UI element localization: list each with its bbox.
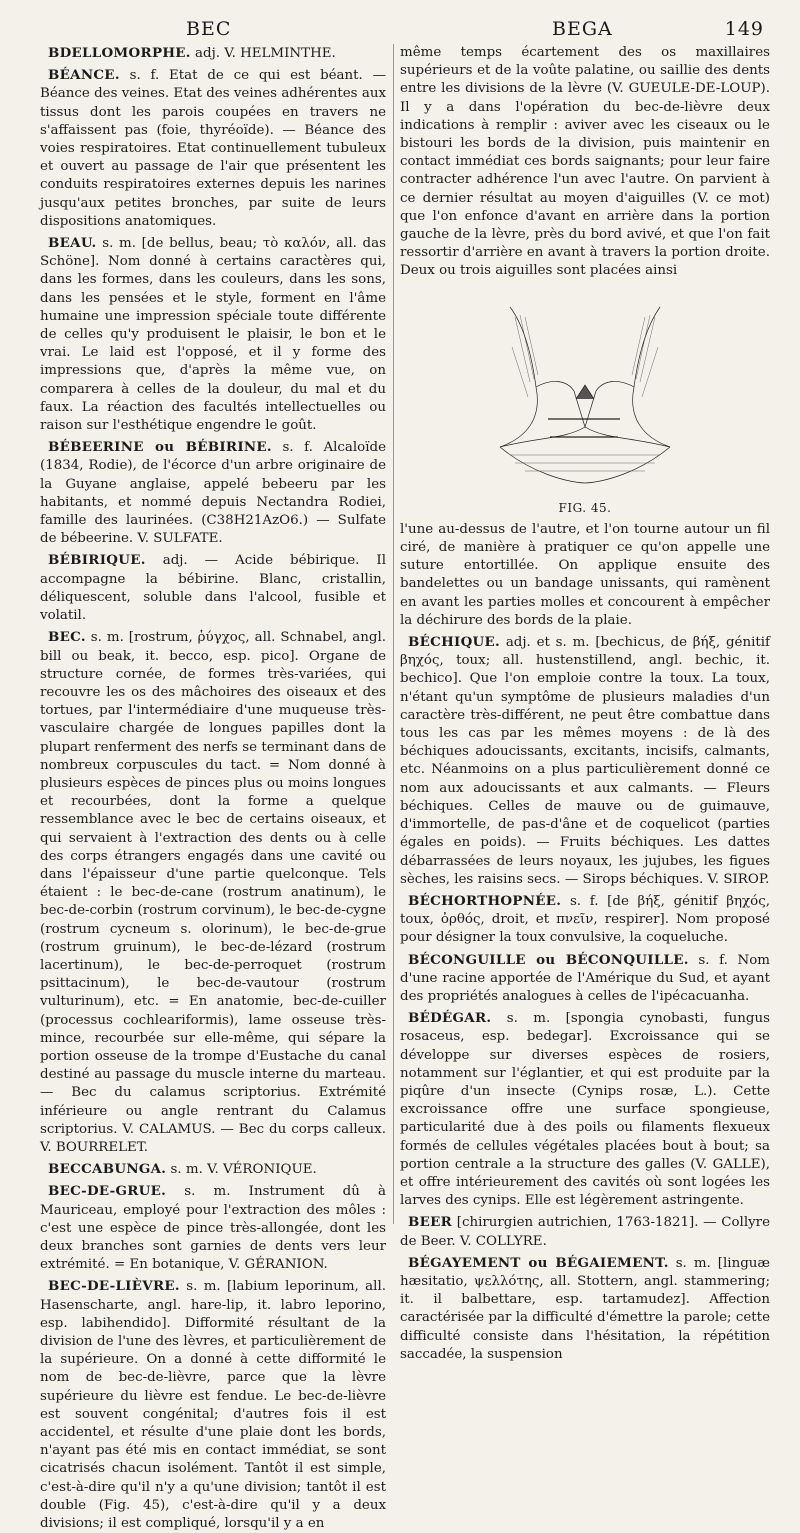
column-divider	[393, 44, 394, 1224]
entry-body: [chirurgien autrichien, 1763-1821]. — Collyre de Beer. V. COLLYRE.	[400, 1215, 770, 1249]
entry-head: BEC-DE-LIÈVRE.	[48, 1278, 180, 1295]
entry-head: BDELLOMORPHE.	[48, 45, 191, 61]
entry-head: BÉBEERINE ou BÉBIRINE.	[48, 439, 272, 456]
entry-body: s. f. Nom d'une racine apportée de l'Amérique du Sud, et ayant des propriétés analogues à celles de l'ipécacuanha.	[400, 952, 770, 1004]
entry-head: BEER	[408, 1214, 453, 1231]
figure-caption: FIG. 45.	[558, 500, 612, 515]
entry-head: BÉCHIQUE.	[408, 634, 501, 651]
continued-text: même temps écartement des os maxillaires supérieurs et de la voûte palatine, ou saillie des dents entre les divisions de la lèvre (V. GUEULE-DE-LOUP). Il y a dans l'opération du bec-de-lièvre deux indications à remplir : aviver avec les ciseaux ou le bistouri les bords de la division, puis maintenir en contact immédiat ces bords saignants; pour leur faire contracter adhérence l'un avec l'autre. On parvient à ce dernier résultat au moyen d'aiguilles (V. ce mot) que l'on enfonce d'avant en arrière dans la portion gauche de la lèvre, près du bord avivé, et que l'on fait ressortir d'arrière en avant à travers la portion droite. Deux ou trois aiguilles sont placées ainsi	[400, 45, 770, 279]
entry-body: s. f. Etat de ce qui est béant. — Béance des veines. Etat des veines adhérentes aux tissus dont les parois coupées en travers ne s'affaissent pas (foie, thyréoïde). — Béance des voies respiratoires. Etat continuellement tubuleux et ouvert au passage de l'air que présentent les conduits respiratoires externes depuis les narines jusqu'aux petites bronches, par suite de leurs dispositions anatomiques.	[40, 68, 386, 229]
page-number: 149	[724, 18, 764, 40]
entry-body: s. m. [labium leporinum, all. Hasenscharte, angl. hare-lip, it. labro leporino, esp. labihendido]. Difformité résultant de la division de l'une des lèvres, et particulièrement de la supérieure. On a donné à cette difformité le nom de bec-de-lièvre, parce que la lèvre supérieure du lièvre est fendue. Le bec-de-lièvre est souvent congénital; d'autres fois il est accidentel, et résulte d'une plaie dont les bords, n'ayant pas été mis en contact immédiat, se sont cicatrisés chacun isolément. Tantôt il est simple, c'est-à-dire qu'il n'y a qu'une division; tantôt il est double (Fig. 45), c'est-à-dire qu'il y a deux divisions; il est compliqué, lorsqu'il y a en	[40, 1279, 386, 1532]
entry-head: BÉANCE.	[48, 67, 120, 84]
entry-head: BÉCONGUILLE ou BÉCONQUILLE.	[408, 951, 689, 968]
entry-beer	[400, 1213, 770, 1250]
entry-bedegar	[400, 1009, 770, 1210]
left-column	[40, 44, 387, 1532]
right-column	[400, 44, 770, 1362]
entry-beconguille	[400, 951, 770, 1007]
entry-bechorthopnee	[400, 892, 770, 948]
entry-bec-de-lievre	[40, 1277, 386, 1533]
entry-begayement	[400, 1254, 770, 1364]
entry-head: BÉCHORTHOPNÉE.	[408, 892, 562, 909]
entry-bebirique	[40, 551, 386, 625]
entry-body: s. m. [de bellus, beau; τὸ καλόν, all. das Schöne]. Nom donné à certains caractères qui, dans les formes, dans les couleurs, dans les sons, dans les pensées et le style, forment en l'âme humaine une impression spéciale toute différente de celles qu'y produisent le plaisir, le bon et le vrai. Le laid est l'opposé, et il y forme des impressions que, d'après la même vue, on comparera à celles de la douleur, du mal et du faux. La réaction des facultés intellectuelles ou raison sur l'esthétique engendre le goût.	[40, 236, 386, 434]
entry-body: adj. — Acide bébirique. Il accompagne la bébirine. Blanc, cristallin, déliquescent, soluble dans l'alcool, fusible et volatil.	[40, 553, 386, 624]
entry-body: s. m. [spongia cynobasti, fungus rosaceus, esp. bedegar]. Excroissance qui se développe sur diverses espèces de rosiers, notamment sur l'églantier, et qui est produite par la piqûre d'un insecte (Cynips rosæ, L.). Cette excroissance offre une surface spongieuse, particularité due à des poils ou filaments flexueux formés de cellules végétales placées bout à bout; sa portion centrale a la structure des galles (V. GALLE), et offre intérieurement des cavités où sont logées les larves des cynips. Elle est légèrement astringente.	[400, 1011, 770, 1209]
figure-45	[400, 287, 770, 517]
entry-head: BÉDÉGAR.	[408, 1010, 492, 1027]
entry-body: adj. et s. m. [bechicus, de βήξ, génitif βηχός, toux; all. hustenstillend, angl. bechic, it. bechico]. Que l'on emploie contre la toux. La toux, n'étant qu'un symptôme de plusieurs maladies d'un caractère très-différent, ne peut être combattue dans tous les cas par les mêmes moyens : de là des béchiques adoucissants, excitants, incisifs, calmants, etc. Néanmoins on a plus particulièrement donné ce nom aux adoucissants et aux calmants. — Fleurs béchiques. Celles de mauve ou de guimauve, d'immortelle, de pas-d'âne et de coquelicot (parties égales en poids). — Fruits béchiques. Les dattes débarrassées de leurs noyaux, les jujubes, les figues sèches, les raisins secs. — Sirops béchiques. V. SIROP.	[400, 635, 770, 887]
entry-bebeerine	[40, 438, 386, 548]
entry-head: BECCABUNGA.	[48, 1161, 167, 1178]
entry-body: s. m. V. VÉRONIQUE.	[170, 1162, 317, 1178]
entry-body: s. m. [linguæ hæsitatio, ψελλότης, all. Stottern, angl. stammering; it. il balbettare, esp. tartamudez]. Affection caractérisée par la difficulté d'émettre la parole; cette difficulté consiste dans l'hésitation, la répétition saccadée, la suspension	[400, 1255, 770, 1362]
entry-bec-de-grue	[40, 1182, 386, 1274]
entry-bdellomorphe	[40, 44, 386, 63]
entry-body: adj. V. HELMINTHE.	[195, 46, 336, 61]
entry-body: s. m. [rostrum, ῥύγχος, all. Schnabel, angl. bill ou beak, it. becco, esp. pico]. Organe de structure cornée, de formes très-variées, qui recouvre les os des mâchoires des oiseaux et des tortues, par l'intermédiaire d'une muqueuse très-vasculaire chargée de longues papilles dont la plupart renferment des nerfs se terminant dans de nombreux corpuscules du tact. = Nom donné à plusieurs espèces de pinces plus ou moins longues et recourbées, dont la forme a quelque ressemblance avec le bec de certains oiseaux, et qui servaient à l'extraction des dents ou à celle des corps étrangers engagés dans une cavité ou dans l'épaisseur d'une partie quelconque. Tels étaient : le bec-de-cane (rostrum anatinum), le bec-de-corbin (rostrum corvinum), le bec-de-cygne (rostrum cycneum s. olorinum), le bec-de-grue (rostrum gruinum), le bec-de-lézard (rostrum lacertinum), le bec-de-perroquet (rostrum psittacinum), le bec-de-vautour (rostrum vulturinum), etc. = En anatomie, bec-de-cuiller (processus cochleariformis), lame osseuse très-mince, recourbée sur elle-même, qui sépare la portion osseuse de la trompe d'Eustache du canal destiné au passage du muscle interne du marteau. — Bec du calamus scriptorius. Extrémité inférieure ou angle rentrant du Calamus scriptorius. V. CALAMUS. — Bec du corps calleux. V. BOURRELET.	[40, 630, 386, 1155]
entry-body: s. m. Instrument dû à Mauriceau, employé pour l'extraction des môles : c'est une espèce de pince très-allongée, dont les deux branches sont garnies de dents vers leur extrémité. = En botanique, V. GÉRANION.	[40, 1184, 386, 1273]
running-head-right: BEGA	[552, 18, 613, 40]
running-head-left: BEC	[186, 18, 232, 40]
entry-beance	[40, 66, 386, 231]
entry-body: s. f. Alcaloïde (1834, Rodie), de l'écorce d'un arbre originaire de la Guyane anglaise, appelé bebeeru par les habitants, et nommé depuis Nectandra Rodiei, famille des laurinées. (C38H21AzO6.) — Sulfate de bébeerine. V. SULFATE.	[40, 440, 387, 547]
entry-beccabunga	[40, 1160, 386, 1179]
entry-beau	[40, 234, 386, 435]
entry-head: BÉGAYEMENT ou BÉGAIEMENT.	[408, 1254, 669, 1271]
entry-bec	[40, 628, 386, 1157]
entry-head: BEC-DE-GRUE.	[48, 1183, 167, 1200]
entry-head: BEC.	[48, 629, 86, 646]
entry-head: BEAU.	[48, 235, 97, 252]
entry-bechique	[400, 633, 770, 889]
continued-text: l'une au-dessus de l'autre, et l'on tourne autour un fil ciré, de manière à pratiquer ce qu'on appelle une suture entortillée. On applique ensuite des bandelettes ou un bandage unissants, qui ramènent en avant les parties molles et concourent à empêcher la déchirure des bords de la plaie.	[400, 521, 770, 628]
entry-body: s. f. [de βήξ, génitif βηχός, toux, ὀρθός, droit, et πνεῖν, respirer]. Nom proposé pour désigner la toux convulsive, la coqueluche.	[400, 893, 770, 946]
harelip-illustration	[470, 287, 700, 497]
entry-head: BÉBIRIQUE.	[48, 552, 146, 569]
